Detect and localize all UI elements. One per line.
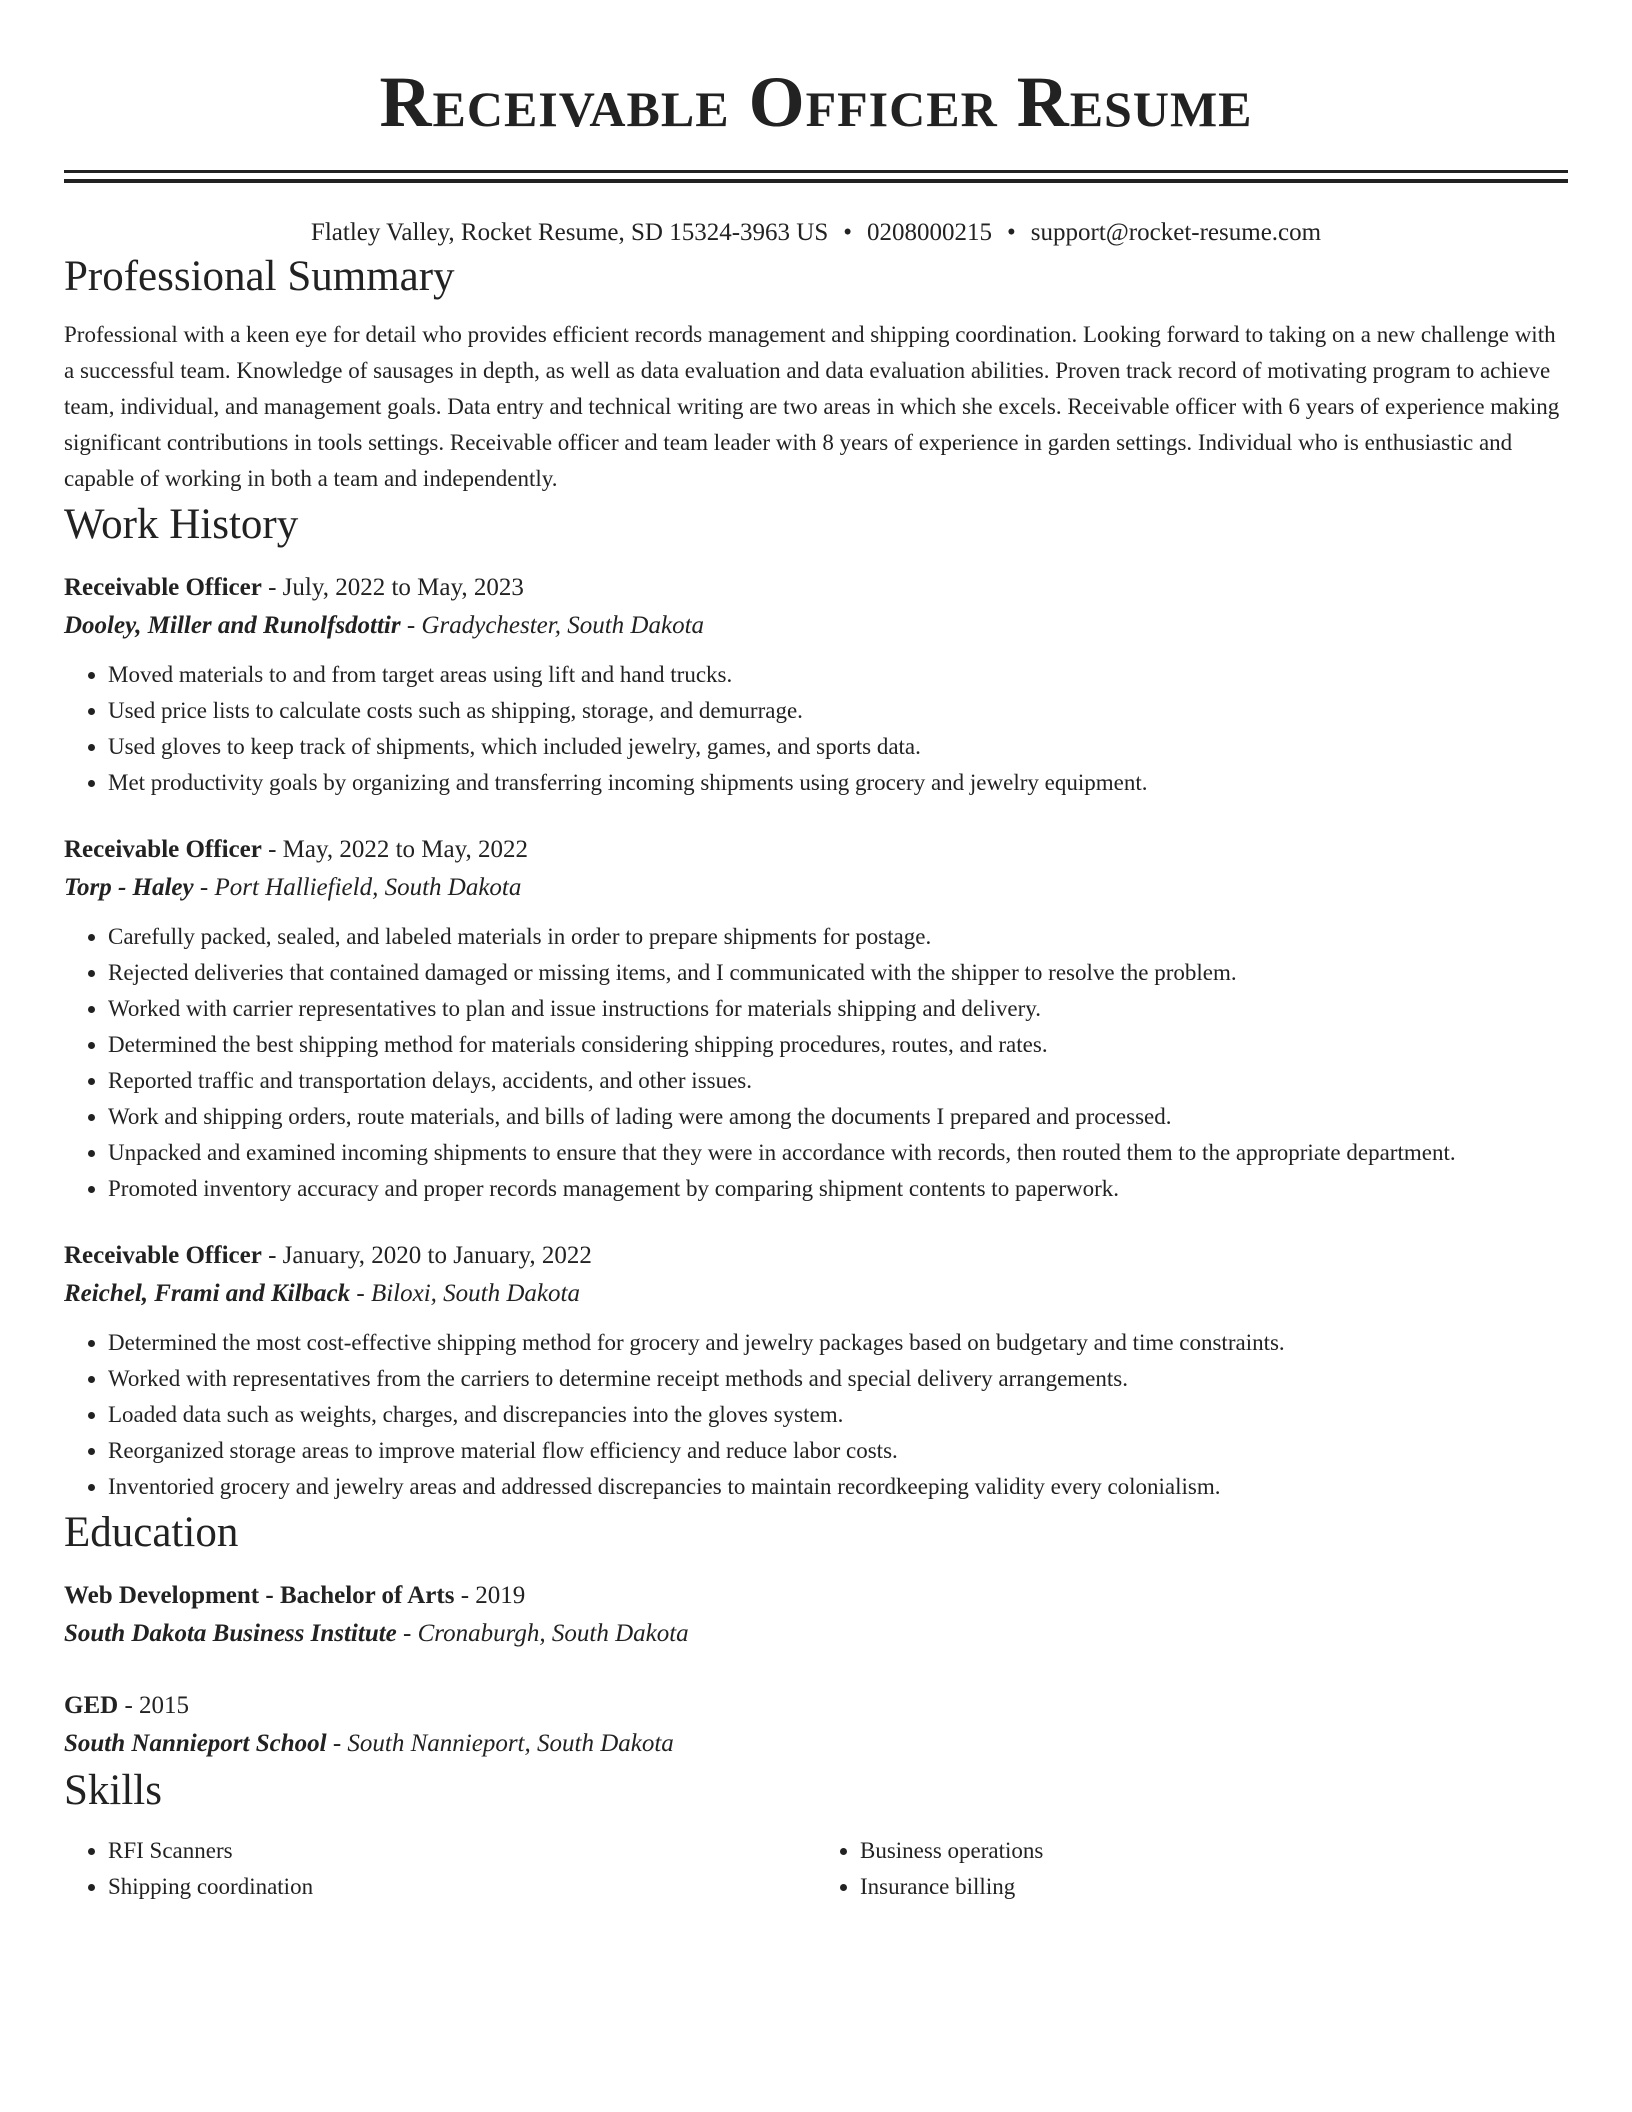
job-dates: - July, 2022 to May, 2023 xyxy=(261,574,524,601)
contact-address: Flatley Valley, Rocket Resume, SD 15324-3963 US xyxy=(310,219,829,246)
job-duty: • Met productivity goals by organizing and transferring incoming shipments using grocery and jewelry equipment. xyxy=(108,765,1568,801)
education-entry xyxy=(64,1577,1568,1653)
education-school-line xyxy=(64,1725,1568,1763)
job-location: - Gradychester, South Dakota xyxy=(400,612,705,639)
contact-phone: 0208000215 xyxy=(867,219,993,246)
job-title-line xyxy=(64,569,1568,607)
summary-text: Professional with a keen eye for detail who provides efficient records management and shipping coordination. Looking forward to taking on a new challenge with a successful team. Knowledge of sausages in depth, as well as data evaluation and data evaluation abilities. Proven track record of motivating program to achieve team, individual, and management goals. Data entry and technical writing are two areas in which she excels. Receivable officer with 6 years of experience making significant contributions in tools settings. Receivable officer and team leader with 8 years of experience in garden settings. Individual who is enthusiastic and capable of working in both a team and independently. xyxy=(64,322,1560,491)
job-title-line xyxy=(64,1237,1568,1275)
title-divider xyxy=(64,170,1568,183)
job-company: Torp - Haley xyxy=(64,874,194,901)
job-entry xyxy=(64,831,1568,1207)
education-school: South Dakota Business Institute xyxy=(64,1620,397,1647)
education-degree-line xyxy=(64,1577,1568,1615)
education-school: South Nannieport School xyxy=(64,1730,327,1757)
job-location: - Biloxi, South Dakota xyxy=(350,1280,580,1307)
job-duty: • Inventoried grocery and jewelry areas and addressed discrepancies to maintain recordkeeping validity every colonialism. xyxy=(108,1469,1568,1505)
skill-item: • Insurance billing xyxy=(860,1869,1568,1905)
job-location: - Port Halliefield, South Dakota xyxy=(193,874,522,901)
skills-list-left xyxy=(64,1833,816,1905)
skill-item: • Business operations xyxy=(860,1833,1568,1869)
education-year: - 2015 xyxy=(118,1692,190,1719)
job-duty: • Reorganized storage areas to improve material flow efficiency and reduce labor costs. xyxy=(108,1433,1568,1469)
job-company: Reichel, Frami and Kilback xyxy=(64,1280,351,1307)
contact-email: support@rocket-resume.com xyxy=(1030,219,1322,246)
education-location: - South Nannieport, South Dakota xyxy=(326,1730,674,1757)
education-entry xyxy=(64,1687,1568,1763)
job-duty: • Worked with carrier representatives to plan and issue instructions for materials shipping and delivery. xyxy=(108,991,1568,1027)
skill-item: • RFI Scanners xyxy=(108,1833,816,1869)
skills-heading: Skills xyxy=(64,1767,162,1814)
job-title: Receivable Officer xyxy=(64,1242,262,1269)
education-degree: Web Development - Bachelor of Arts xyxy=(64,1582,455,1609)
job-duty: • Reported traffic and transportation delays, accidents, and other issues. xyxy=(108,1063,1568,1099)
education-school-line xyxy=(64,1615,1568,1653)
job-duty: • Unpacked and examined incoming shipments to ensure that they were in accordance with records, then routed them to the appropriate department. xyxy=(108,1135,1568,1171)
resume-title: Receivable Officer Resume xyxy=(379,62,1253,142)
job-title-line xyxy=(64,831,1568,869)
work-history-heading: Work History xyxy=(64,501,299,548)
skills-grid xyxy=(64,1827,1568,1905)
summary-heading: Professional Summary xyxy=(64,253,455,300)
skill-item: • Shipping coordination xyxy=(108,1869,816,1905)
job-duty: • Used price lists to calculate costs such as shipping, storage, and demurrage. xyxy=(108,693,1568,729)
job-duty: • Rejected deliveries that contained damaged or missing items, and I communicated with the shipper to resolve the problem. xyxy=(108,955,1568,991)
job-dates: - January, 2020 to January, 2022 xyxy=(261,1242,592,1269)
skills-list-right xyxy=(816,1833,1568,1905)
job-company-line xyxy=(64,1275,1568,1313)
job-duty: • Determined the most cost-effective shipping method for grocery and jewelry packages based on budgetary and time constraints. xyxy=(108,1325,1568,1361)
job-duties-list xyxy=(64,1325,1568,1505)
job-entry xyxy=(64,569,1568,801)
job-duties-list xyxy=(64,919,1568,1207)
job-duty: • Carefully packed, sealed, and labeled materials in order to prepare shipments for postage. xyxy=(108,919,1568,955)
job-company-line xyxy=(64,607,1568,645)
job-duty: • Used gloves to keep track of shipments, which included jewelry, games, and sports data. xyxy=(108,729,1568,765)
contact-separator: • xyxy=(1007,219,1016,246)
job-duty: • Determined the best shipping method for materials considering shipping procedures, routes, and rates. xyxy=(108,1027,1568,1063)
contact-separator: • xyxy=(843,219,853,246)
education-year: - 2019 xyxy=(454,1582,526,1609)
job-company-line xyxy=(64,869,1568,907)
job-title: Receivable Officer xyxy=(64,574,262,601)
job-company: Dooley, Miller and Runolfsdottir xyxy=(64,612,401,639)
contact-line xyxy=(64,217,1568,249)
job-dates: - May, 2022 to May, 2022 xyxy=(261,836,529,863)
job-duty: • Moved materials to and from target areas using lift and hand trucks. xyxy=(108,657,1568,693)
education-degree-line xyxy=(64,1687,1568,1725)
education-heading: Education xyxy=(64,1509,239,1556)
job-duties-list xyxy=(64,657,1568,801)
education-location: - Cronaburgh, South Dakota xyxy=(396,1620,689,1647)
job-title: Receivable Officer xyxy=(64,836,262,863)
job-duty: • Worked with representatives from the carriers to determine receipt methods and special delivery arrangements. xyxy=(108,1361,1568,1397)
job-duty: • Loaded data such as weights, charges, and discrepancies into the gloves system. xyxy=(108,1397,1568,1433)
job-duty: • Promoted inventory accuracy and proper records management by comparing shipment contents to paperwork. xyxy=(108,1171,1568,1207)
education-degree: GED xyxy=(64,1692,119,1719)
job-duty: • Work and shipping orders, route materials, and bills of lading were among the documents I prepared and processed. xyxy=(108,1099,1568,1135)
job-entry xyxy=(64,1237,1568,1505)
